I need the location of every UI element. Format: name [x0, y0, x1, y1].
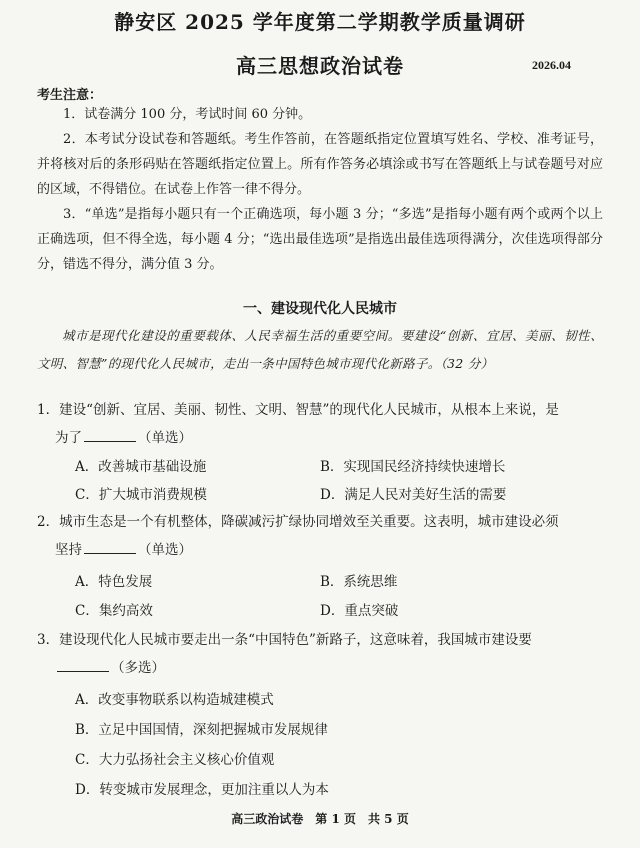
option-1c: C．扩大城市消费规模	[75, 487, 207, 503]
question-1	[37, 396, 603, 452]
question-3-stem-cont	[37, 654, 603, 682]
option-2a: A．特色发展	[75, 574, 153, 590]
notice-item-1: 1．试卷满分 100 分，考试时间 60 分钟。	[63, 107, 312, 122]
notice-heading: 考生注意：	[37, 88, 103, 103]
exam-date: 2026.04	[532, 58, 571, 72]
answer-blank-2	[84, 539, 136, 554]
question-2	[37, 508, 603, 564]
section-intro: 城市是现代化建设的重要载体、人民幸福生活的重要空间。要建设“创新、宜居、美丽、韧性、文明、智慧”的现代化人民城市，走出一条中国特色城市现代化新路子。（32 分）	[37, 328, 603, 371]
question-3	[37, 626, 603, 682]
question-3-type: （多选）	[111, 660, 165, 676]
option-3a: A．改变事物联系以构造城建模式	[75, 692, 274, 708]
notice-list	[37, 102, 603, 277]
answer-blank-1	[84, 427, 136, 442]
question-2-stem-pre: 坚持	[55, 542, 82, 558]
option-3c: C．大力弘扬社会主义核心价值观	[75, 752, 275, 768]
exam-subtitle: 高三思想政治试卷	[236, 54, 404, 78]
section-title: 一、建设现代化人民城市	[243, 301, 397, 317]
notice-item-2: 2．本考试分设试卷和答题纸。考生作答前，在答题纸指定位置填写姓名、学校、准考证号，并将核对后的条形码贴在答题纸指定位置上。所有作答务必填涂或书写在答题纸上与试卷题号对应的区域，不得错位。在试卷上作答一律不得分。	[37, 132, 603, 197]
question-2-stem: 2．城市生态是一个有机整体，降碳减污扩绿协同增效至关重要。这表明，城市建设必须	[37, 514, 559, 530]
option-1b: B．实现国民经济持续快速增长	[320, 459, 506, 475]
question-1-stem: 1．建设“创新、宜居、美丽、韧性、文明、智慧”的现代化人民城市，从根本上来说，是	[37, 402, 559, 418]
option-2d: D．重点突破	[320, 603, 399, 619]
question-1-stem-cont	[37, 424, 603, 452]
option-1d: D．满足人民对美好生活的需要	[320, 487, 507, 503]
option-2c: C．集约高效	[75, 603, 153, 619]
question-1-stem-pre: 为了	[55, 430, 82, 446]
page-footer: 高三政治试卷 第 1 页 共 5 页	[231, 812, 409, 826]
option-2b: B．系统思维	[320, 574, 398, 590]
question-2-type: （单选）	[138, 542, 192, 558]
option-3b: B．立足中国国情，深刻把握城市发展规律	[75, 722, 328, 738]
notice-item-3: 3．“单选”是指每小题只有一个正确选项，每小题 3 分；“多选”是指每小题有两个或两个以上正确选项，但不得全选，每小题 4 分；“选出最佳选项”是指选出最佳选项得满分，次佳选项得部分分，错选不得分，满分值 3 分。	[37, 207, 603, 272]
option-1a: A．改善城市基础设施	[75, 459, 207, 475]
exam-title: 静安区 2025 学年度第二学期教学质量调研	[114, 10, 526, 34]
question-2-stem-cont	[37, 536, 603, 564]
question-1-type: （单选）	[138, 430, 192, 446]
option-3d: D．转变城市发展理念，更加注重以人为本	[75, 782, 329, 798]
answer-blank-3	[57, 657, 109, 672]
question-3-stem: 3．建设现代化人民城市要走出一条“中国特色”新路子，这意味着，我国城市建设要	[37, 632, 532, 648]
